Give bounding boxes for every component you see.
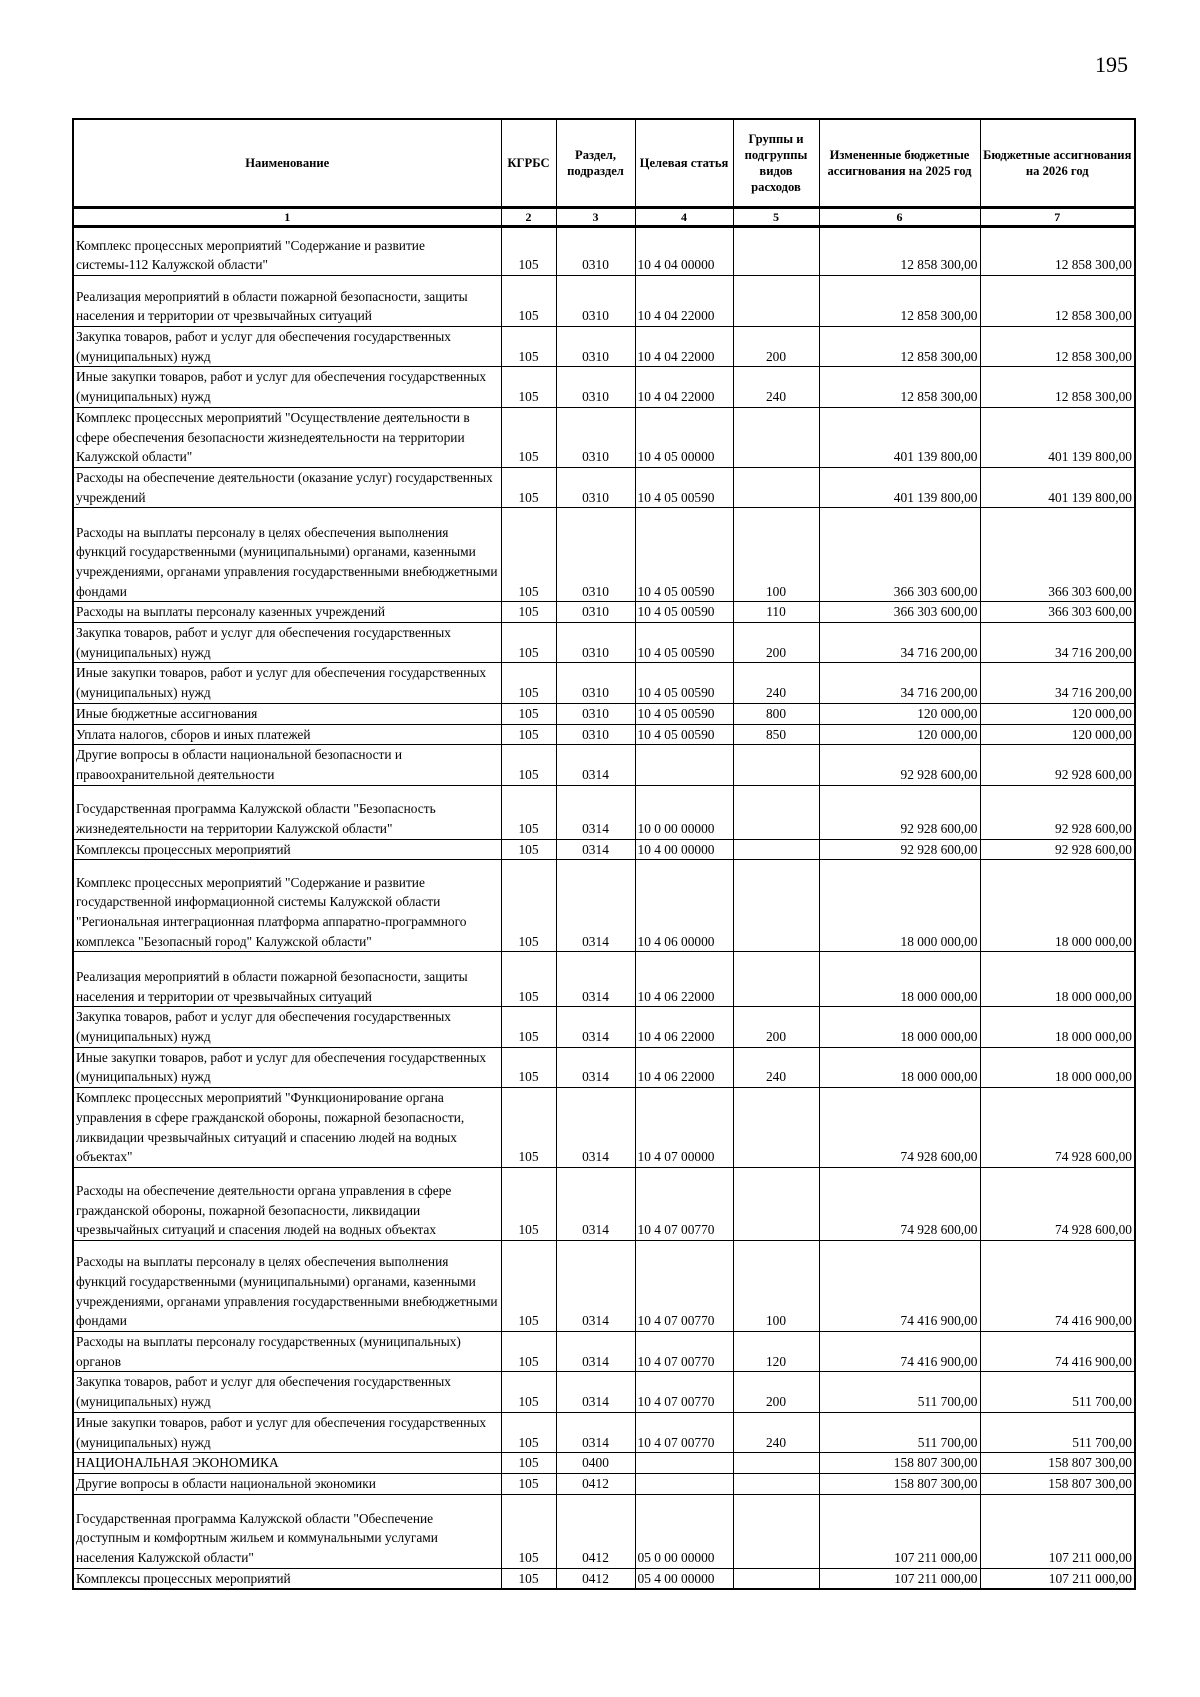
row-kgrbs: 105 (501, 367, 556, 407)
row-target: 10 4 00 00000 (635, 839, 733, 860)
header-section: Раздел, подраздел (556, 119, 635, 208)
row-section: 0412 (556, 1494, 635, 1568)
row-amount-2025: 74 928 600,00 (819, 1167, 980, 1240)
row-kgrbs: 105 (501, 860, 556, 952)
row-target: 10 4 04 22000 (635, 367, 733, 407)
row-group: 120 (733, 1331, 819, 1371)
row-kgrbs: 105 (501, 1167, 556, 1240)
row-name: Комплекс процессных мероприятий "Осуществление деятельности в сфере обеспечения безопасности жизнедеятельности на территории Калужской области" (73, 407, 501, 467)
row-name: Другие вопросы в области национальной экономики (73, 1473, 501, 1494)
row-group (733, 785, 819, 839)
row-kgrbs: 105 (501, 785, 556, 839)
row-group (733, 276, 819, 327)
row-group: 110 (733, 602, 819, 623)
row-group: 100 (733, 1240, 819, 1331)
row-group (733, 839, 819, 860)
row-target: 10 4 05 00590 (635, 703, 733, 724)
row-group (733, 1453, 819, 1474)
row-amount-2026: 12 858 300,00 (980, 327, 1135, 367)
row-amount-2025: 18 000 000,00 (819, 1047, 980, 1087)
row-group: 240 (733, 367, 819, 407)
row-name: Реализация мероприятий в области пожарной безопасности, защиты населения и территории от чрезвычайных ситуаций (73, 276, 501, 327)
table-row (73, 745, 1135, 785)
table-row (73, 1372, 1135, 1412)
row-name: Закупка товаров, работ и услуг для обеспечения государственных (муниципальных) нужд (73, 1007, 501, 1047)
column-number: 7 (980, 208, 1135, 227)
row-section: 0310 (556, 602, 635, 623)
row-name: Иные закупки товаров, работ и услуг для обеспечения государственных (муниципальных) нужд (73, 1412, 501, 1452)
row-section: 0310 (556, 327, 635, 367)
row-group: 240 (733, 1412, 819, 1452)
row-section: 0310 (556, 508, 635, 602)
row-name: Государственная программа Калужской области "Обеспечение доступным и комфортным жильем и коммунальными услугами населения Калужской области" (73, 1494, 501, 1568)
row-group: 200 (733, 1007, 819, 1047)
table-row (73, 623, 1135, 663)
header-name: Наименование (73, 119, 501, 208)
row-amount-2026: 511 700,00 (980, 1412, 1135, 1452)
row-target: 10 4 05 00590 (635, 623, 733, 663)
header-kgrbs: КГРБС (501, 119, 556, 208)
row-name: Расходы на обеспечение деятельности органа управления в сфере гражданской обороны, пожарной безопасности, ликвидации чрезвычайных ситуаций и спасения людей на водных объектах (73, 1167, 501, 1240)
row-name: Иные бюджетные ассигнования (73, 703, 501, 724)
row-name: Реализация мероприятий в области пожарной безопасности, защиты населения и территории от чрезвычайных ситуаций (73, 952, 501, 1007)
row-kgrbs: 105 (501, 1473, 556, 1494)
row-kgrbs: 105 (501, 1453, 556, 1474)
row-target: 10 4 05 00590 (635, 467, 733, 507)
column-number: 6 (819, 208, 980, 227)
row-target: 10 4 06 22000 (635, 1007, 733, 1047)
row-group: 100 (733, 508, 819, 602)
row-target: 10 4 07 00770 (635, 1167, 733, 1240)
table-row (73, 407, 1135, 467)
row-section: 0314 (556, 1372, 635, 1412)
row-amount-2026: 158 807 300,00 (980, 1453, 1135, 1474)
row-amount-2025: 12 858 300,00 (819, 227, 980, 276)
header-groups: Группы и подгруппы видов расходов (733, 119, 819, 208)
row-amount-2025: 120 000,00 (819, 703, 980, 724)
table-row (73, 952, 1135, 1007)
header-2025: Измененные бюджетные ассигнования на 2025 год (819, 119, 980, 208)
row-amount-2026: 34 716 200,00 (980, 663, 1135, 703)
table-row (73, 860, 1135, 952)
row-target: 10 4 07 00000 (635, 1088, 733, 1168)
row-target: 10 4 05 00590 (635, 508, 733, 602)
row-amount-2026: 366 303 600,00 (980, 508, 1135, 602)
row-amount-2025: 107 211 000,00 (819, 1494, 980, 1568)
row-group: 200 (733, 623, 819, 663)
row-section: 0412 (556, 1473, 635, 1494)
row-group (733, 1494, 819, 1568)
table-row (73, 663, 1135, 703)
table-body (73, 227, 1135, 1590)
table-row (73, 1473, 1135, 1494)
row-group (733, 227, 819, 276)
row-group (733, 745, 819, 785)
row-amount-2025: 34 716 200,00 (819, 623, 980, 663)
table-row (73, 1331, 1135, 1371)
row-amount-2025: 92 928 600,00 (819, 745, 980, 785)
row-amount-2026: 107 211 000,00 (980, 1568, 1135, 1589)
row-kgrbs: 105 (501, 1088, 556, 1168)
row-kgrbs: 105 (501, 602, 556, 623)
row-target: 10 4 04 22000 (635, 327, 733, 367)
row-kgrbs: 105 (501, 623, 556, 663)
table-row (73, 1007, 1135, 1047)
table-row (73, 467, 1135, 507)
row-kgrbs: 105 (501, 839, 556, 860)
row-target: 10 4 05 00590 (635, 724, 733, 745)
row-target (635, 745, 733, 785)
row-name: Закупка товаров, работ и услуг для обеспечения государственных (муниципальных) нужд (73, 1372, 501, 1412)
row-amount-2026: 107 211 000,00 (980, 1494, 1135, 1568)
row-amount-2026: 18 000 000,00 (980, 1007, 1135, 1047)
table-row (73, 785, 1135, 839)
row-target: 10 4 07 00770 (635, 1412, 733, 1452)
row-amount-2025: 74 416 900,00 (819, 1331, 980, 1371)
row-group (733, 1473, 819, 1494)
table-row (73, 1240, 1135, 1331)
row-kgrbs: 105 (501, 407, 556, 467)
row-name: Комплексы процессных мероприятий (73, 839, 501, 860)
row-amount-2025: 401 139 800,00 (819, 467, 980, 507)
row-section: 0310 (556, 276, 635, 327)
row-amount-2026: 74 928 600,00 (980, 1088, 1135, 1168)
row-group (733, 1088, 819, 1168)
row-group: 850 (733, 724, 819, 745)
row-name: Расходы на выплаты персоналу казенных учреждений (73, 602, 501, 623)
row-name: Комплекс процессных мероприятий "Функционирование органа управления в сфере гражданской обороны, пожарной безопасности, ликвидации чрезвычайных ситуаций и спасению людей на водных объектах" (73, 1088, 501, 1168)
row-amount-2026: 18 000 000,00 (980, 860, 1135, 952)
row-kgrbs: 105 (501, 1007, 556, 1047)
row-name: Расходы на выплаты персоналу в целях обеспечения выполнения функций государственными (муниципальными) органами, казенными учреждениями, органами управления государственными внебюджетными фондами (73, 508, 501, 602)
row-name: Комплексы процессных мероприятий (73, 1568, 501, 1589)
row-amount-2026: 12 858 300,00 (980, 276, 1135, 327)
row-target: 10 4 05 00000 (635, 407, 733, 467)
column-number: 5 (733, 208, 819, 227)
row-group (733, 860, 819, 952)
row-amount-2025: 92 928 600,00 (819, 839, 980, 860)
row-amount-2025: 366 303 600,00 (819, 602, 980, 623)
column-number: 4 (635, 208, 733, 227)
row-section: 0314 (556, 1331, 635, 1371)
row-kgrbs: 105 (501, 663, 556, 703)
row-amount-2025: 12 858 300,00 (819, 367, 980, 407)
row-section: 0314 (556, 839, 635, 860)
row-target (635, 1473, 733, 1494)
row-name: Закупка товаров, работ и услуг для обеспечения государственных (муниципальных) нужд (73, 623, 501, 663)
row-amount-2025: 74 928 600,00 (819, 1088, 980, 1168)
row-amount-2026: 401 139 800,00 (980, 407, 1135, 467)
row-amount-2026: 158 807 300,00 (980, 1473, 1135, 1494)
row-name: Закупка товаров, работ и услуг для обеспечения государственных (муниципальных) нужд (73, 327, 501, 367)
row-amount-2026: 120 000,00 (980, 703, 1135, 724)
row-amount-2025: 18 000 000,00 (819, 952, 980, 1007)
table-row (73, 1568, 1135, 1589)
row-group: 240 (733, 1047, 819, 1087)
row-kgrbs: 105 (501, 1372, 556, 1412)
row-name: НАЦИОНАЛЬНАЯ ЭКОНОМИКА (73, 1453, 501, 1474)
page-number: 195 (1095, 52, 1128, 77)
row-amount-2026: 18 000 000,00 (980, 1047, 1135, 1087)
row-kgrbs: 105 (501, 276, 556, 327)
row-target: 10 4 07 00770 (635, 1372, 733, 1412)
row-amount-2026: 92 928 600,00 (980, 745, 1135, 785)
row-amount-2026: 92 928 600,00 (980, 839, 1135, 860)
row-name: Расходы на выплаты персоналу в целях обеспечения выполнения функций государственными (муниципальными) органами, казенными учреждениями, органами управления государственными внебюджетными фондами (73, 1240, 501, 1331)
row-kgrbs: 105 (501, 508, 556, 602)
row-target: 10 4 05 00590 (635, 663, 733, 703)
row-section: 0310 (556, 227, 635, 276)
row-section: 0314 (556, 1412, 635, 1452)
row-amount-2026: 34 716 200,00 (980, 623, 1135, 663)
row-target: 10 4 04 22000 (635, 276, 733, 327)
row-section: 0314 (556, 745, 635, 785)
row-section: 0310 (556, 367, 635, 407)
row-name: Расходы на обеспечение деятельности (оказание услуг) государственных учреждений (73, 467, 501, 507)
row-group (733, 1568, 819, 1589)
row-amount-2026: 74 416 900,00 (980, 1331, 1135, 1371)
row-target: 10 4 06 22000 (635, 952, 733, 1007)
row-group: 200 (733, 1372, 819, 1412)
row-target: 10 4 07 00770 (635, 1331, 733, 1371)
row-group (733, 1167, 819, 1240)
row-target: 05 0 00 00000 (635, 1494, 733, 1568)
row-section: 0400 (556, 1453, 635, 1474)
table-row (73, 839, 1135, 860)
row-section: 0314 (556, 1088, 635, 1168)
row-section: 0314 (556, 1240, 635, 1331)
row-kgrbs: 105 (501, 703, 556, 724)
column-number: 1 (73, 208, 501, 227)
row-amount-2025: 12 858 300,00 (819, 276, 980, 327)
row-name: Расходы на выплаты персоналу государственных (муниципальных) органов (73, 1331, 501, 1371)
row-section: 0310 (556, 407, 635, 467)
row-amount-2026: 120 000,00 (980, 724, 1135, 745)
row-kgrbs: 105 (501, 1412, 556, 1452)
row-amount-2026: 401 139 800,00 (980, 467, 1135, 507)
table-row (73, 1412, 1135, 1452)
row-amount-2025: 401 139 800,00 (819, 407, 980, 467)
row-kgrbs: 105 (501, 724, 556, 745)
row-amount-2026: 92 928 600,00 (980, 785, 1135, 839)
row-section: 0314 (556, 785, 635, 839)
row-section: 0310 (556, 623, 635, 663)
row-kgrbs: 105 (501, 1331, 556, 1371)
row-section: 0314 (556, 952, 635, 1007)
row-kgrbs: 105 (501, 327, 556, 367)
table-row (73, 1494, 1135, 1568)
row-amount-2026: 511 700,00 (980, 1372, 1135, 1412)
row-name: Комплекс процессных мероприятий "Содержание и развитие системы-112 Калужской области" (73, 227, 501, 276)
table-row (73, 508, 1135, 602)
row-name: Уплата налогов, сборов и иных платежей (73, 724, 501, 745)
row-kgrbs: 105 (501, 1047, 556, 1087)
row-section: 0412 (556, 1568, 635, 1589)
table-row (73, 276, 1135, 327)
row-name: Иные закупки товаров, работ и услуг для обеспечения государственных (муниципальных) нужд (73, 1047, 501, 1087)
table-row (73, 1088, 1135, 1168)
row-section: 0314 (556, 1047, 635, 1087)
row-section: 0314 (556, 1167, 635, 1240)
row-amount-2025: 92 928 600,00 (819, 785, 980, 839)
table-row (73, 367, 1135, 407)
row-target: 05 4 00 00000 (635, 1568, 733, 1589)
row-amount-2025: 511 700,00 (819, 1412, 980, 1452)
row-amount-2025: 74 416 900,00 (819, 1240, 980, 1331)
row-group: 240 (733, 663, 819, 703)
row-amount-2025: 107 211 000,00 (819, 1568, 980, 1589)
row-kgrbs: 105 (501, 467, 556, 507)
row-name: Иные закупки товаров, работ и услуг для обеспечения государственных (муниципальных) нужд (73, 663, 501, 703)
row-kgrbs: 105 (501, 227, 556, 276)
row-group (733, 952, 819, 1007)
row-amount-2025: 366 303 600,00 (819, 508, 980, 602)
row-amount-2025: 34 716 200,00 (819, 663, 980, 703)
header-target: Целевая статья (635, 119, 733, 208)
table-row (73, 703, 1135, 724)
table-row (73, 227, 1135, 276)
row-target: 10 4 07 00770 (635, 1240, 733, 1331)
table-row (73, 1167, 1135, 1240)
row-amount-2025: 511 700,00 (819, 1372, 980, 1412)
row-group: 200 (733, 327, 819, 367)
row-target: 10 4 05 00590 (635, 602, 733, 623)
table-row (73, 327, 1135, 367)
row-kgrbs: 105 (501, 1240, 556, 1331)
row-group: 800 (733, 703, 819, 724)
row-name: Иные закупки товаров, работ и услуг для обеспечения государственных (муниципальных) нужд (73, 367, 501, 407)
row-amount-2025: 18 000 000,00 (819, 1007, 980, 1047)
row-name: Комплекс процессных мероприятий "Содержание и развитие государственной информационной системы Калужской области "Региональная интеграционная платформа аппаратно-программного комплекса "Безопасный город" Калужской области" (73, 860, 501, 952)
row-target: 10 0 00 00000 (635, 785, 733, 839)
row-name: Государственная программа Калужской области "Безопасность жизнедеятельности на территории Калужской области" (73, 785, 501, 839)
row-amount-2026: 12 858 300,00 (980, 227, 1135, 276)
column-number: 2 (501, 208, 556, 227)
table-row (73, 1453, 1135, 1474)
row-amount-2026: 18 000 000,00 (980, 952, 1135, 1007)
row-section: 0314 (556, 860, 635, 952)
column-number-row (73, 208, 1135, 227)
table-row (73, 724, 1135, 745)
row-target: 10 4 06 22000 (635, 1047, 733, 1087)
row-section: 0310 (556, 663, 635, 703)
row-section: 0310 (556, 724, 635, 745)
row-amount-2026: 366 303 600,00 (980, 602, 1135, 623)
row-kgrbs: 105 (501, 745, 556, 785)
row-target: 10 4 04 00000 (635, 227, 733, 276)
row-group (733, 407, 819, 467)
row-amount-2025: 120 000,00 (819, 724, 980, 745)
table-row (73, 1047, 1135, 1087)
header-2026: Бюджетные ассигнования на 2026 год (980, 119, 1135, 208)
budget-table (72, 118, 1136, 1590)
row-group (733, 467, 819, 507)
table-row (73, 602, 1135, 623)
row-amount-2025: 12 858 300,00 (819, 327, 980, 367)
row-kgrbs: 105 (501, 952, 556, 1007)
header-row (73, 119, 1135, 208)
column-number: 3 (556, 208, 635, 227)
row-target (635, 1453, 733, 1474)
row-amount-2026: 74 928 600,00 (980, 1167, 1135, 1240)
row-kgrbs: 105 (501, 1494, 556, 1568)
row-amount-2025: 158 807 300,00 (819, 1453, 980, 1474)
row-section: 0314 (556, 1007, 635, 1047)
row-name: Другие вопросы в области национальной безопасности и правоохранительной деятельности (73, 745, 501, 785)
row-amount-2026: 74 416 900,00 (980, 1240, 1135, 1331)
row-target: 10 4 06 00000 (635, 860, 733, 952)
row-amount-2025: 18 000 000,00 (819, 860, 980, 952)
row-amount-2025: 158 807 300,00 (819, 1473, 980, 1494)
row-section: 0310 (556, 703, 635, 724)
row-kgrbs: 105 (501, 1568, 556, 1589)
row-amount-2026: 12 858 300,00 (980, 367, 1135, 407)
row-section: 0310 (556, 467, 635, 507)
